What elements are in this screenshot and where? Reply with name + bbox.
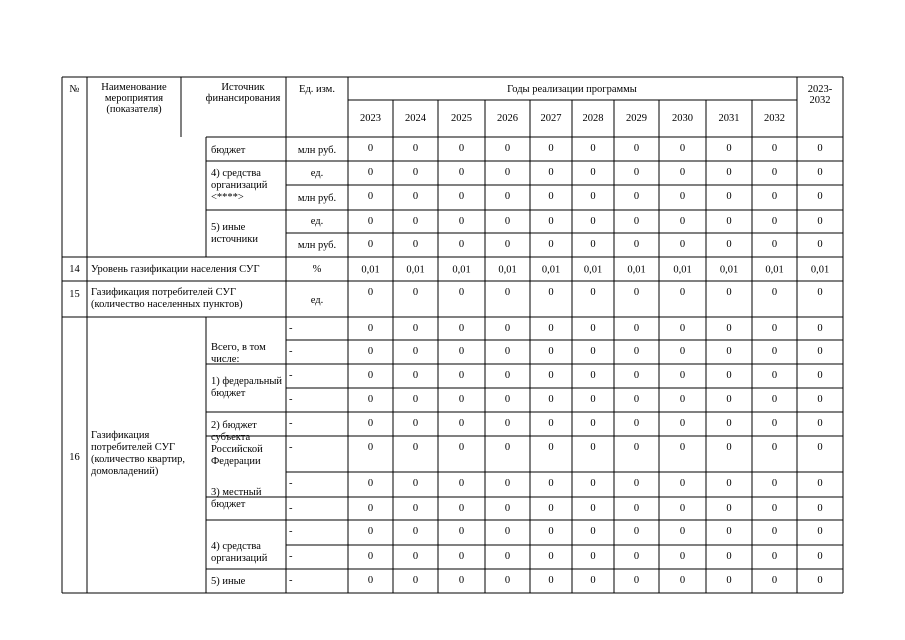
value-cell: 0 bbox=[817, 216, 823, 227]
value-cell: 0 bbox=[590, 575, 596, 586]
value-cell: 0 bbox=[458, 418, 465, 429]
value-cell: 0 bbox=[367, 526, 374, 537]
value-cell: 0 bbox=[458, 287, 465, 298]
value-cell: 0 bbox=[771, 216, 778, 227]
row-name: Уровень газификации населения СУГ bbox=[91, 264, 260, 275]
value-cell: 0 bbox=[367, 191, 374, 202]
header-total: 2032 bbox=[809, 95, 831, 106]
value-cell: 0 bbox=[548, 575, 554, 586]
value-cell: 0 bbox=[458, 575, 465, 586]
value-cell: 0 bbox=[726, 191, 732, 202]
value-cell: 0 bbox=[548, 216, 554, 227]
header-unit: Ед. изм. bbox=[299, 84, 335, 95]
value-cell: 0 bbox=[771, 394, 778, 405]
value-cell: 0 bbox=[726, 239, 732, 250]
row-name: Газификация потребителей СУГ bbox=[91, 287, 237, 298]
value-cell: 0 bbox=[726, 143, 732, 154]
unit-cell: ед. bbox=[310, 216, 324, 227]
value-cell: 0 bbox=[590, 346, 596, 357]
value-cell: 0 bbox=[771, 239, 778, 250]
value-cell: 0 bbox=[590, 143, 596, 154]
value-cell: 0 bbox=[679, 526, 686, 537]
header-name: мероприятия bbox=[104, 93, 164, 104]
value-cell: 0 bbox=[679, 143, 686, 154]
value-cell: 0 bbox=[726, 551, 732, 562]
header-years-title: Годы реализации программы bbox=[507, 84, 637, 95]
value-cell: 0,01 bbox=[361, 264, 380, 276]
header-name: Наименование bbox=[101, 82, 167, 93]
value-cell: 0 bbox=[458, 143, 465, 154]
value-cell: 0 bbox=[590, 503, 596, 514]
value-cell: 0 bbox=[367, 143, 374, 154]
value-cell: 0 bbox=[367, 287, 374, 298]
value-cell: 0 bbox=[412, 370, 419, 381]
value-cell: 0 bbox=[633, 346, 640, 357]
source-label: Федерации bbox=[211, 456, 261, 467]
header-year: 2032 bbox=[764, 113, 785, 124]
value-cell: 0 bbox=[633, 239, 640, 250]
value-cell: 0 bbox=[817, 370, 823, 381]
value-cell: 0 bbox=[504, 503, 511, 514]
row-name: (количество квартир, bbox=[91, 454, 186, 465]
value-cell: 0 bbox=[504, 143, 511, 154]
source-label: 3) местный bbox=[211, 487, 262, 498]
value-cell: 0 bbox=[548, 143, 554, 154]
value-cell: 0 bbox=[726, 418, 732, 429]
value-cell: 0 bbox=[817, 143, 823, 154]
value-cell: 0 bbox=[590, 418, 596, 429]
value-cell: 0 bbox=[771, 418, 778, 429]
header-name: (показателя) bbox=[106, 104, 162, 115]
value-cell: 0 bbox=[504, 191, 511, 202]
value-cell: 0 bbox=[817, 442, 823, 453]
unit-cell: млн руб. bbox=[297, 145, 337, 156]
value-cell: 0 bbox=[590, 526, 596, 537]
value-cell: 0 bbox=[679, 323, 686, 334]
value-cell: 0 bbox=[679, 346, 686, 357]
value-cell: 0,01 bbox=[765, 264, 784, 276]
value-cell: 0,01 bbox=[498, 264, 517, 276]
unit-cell: млн руб. bbox=[297, 240, 337, 251]
value-cell: 0 bbox=[504, 418, 511, 429]
value-cell: 0 bbox=[458, 239, 465, 250]
value-cell: 0 bbox=[412, 551, 419, 562]
value-cell: 0 bbox=[726, 323, 732, 334]
value-cell: 0 bbox=[679, 287, 686, 298]
unit-cell: - bbox=[289, 478, 293, 489]
value-cell: 0 bbox=[504, 575, 511, 586]
value-cell: 0 bbox=[458, 478, 465, 489]
header-num: № bbox=[69, 84, 80, 95]
value-cell: 0 bbox=[771, 478, 778, 489]
value-cell: 0 bbox=[633, 526, 640, 537]
value-cell: 0 bbox=[679, 216, 686, 227]
value-cell: 0 bbox=[548, 370, 554, 381]
unit-cell: ед. bbox=[310, 168, 324, 179]
value-cell: 0 bbox=[412, 323, 419, 334]
value-cell: 0 bbox=[504, 526, 511, 537]
value-cell: 0 bbox=[548, 191, 554, 202]
value-cell: 0 bbox=[458, 503, 465, 514]
header-source: финансирования bbox=[205, 93, 281, 104]
value-cell: 0 bbox=[548, 323, 554, 334]
unit-cell: млн руб. bbox=[297, 193, 337, 204]
value-cell: 0 bbox=[771, 503, 778, 514]
value-cell: 0 bbox=[504, 478, 511, 489]
row-name: (количество населенных пунктов) bbox=[91, 299, 243, 310]
value-cell: 0 bbox=[458, 191, 465, 202]
value-cell: 0 bbox=[548, 346, 554, 357]
source-label: источники bbox=[211, 234, 258, 245]
header-year: 2026 bbox=[497, 113, 518, 124]
value-cell: 0,01 bbox=[452, 264, 471, 276]
value-cell: 0 bbox=[679, 442, 686, 453]
value-cell: 0 bbox=[458, 394, 465, 405]
value-cell: 0,01 bbox=[406, 264, 425, 276]
value-cell: 0 bbox=[412, 418, 419, 429]
value-cell: 0 bbox=[412, 442, 419, 453]
value-cell: 0 bbox=[412, 239, 419, 250]
value-cell: 0 bbox=[817, 239, 823, 250]
value-cell: 0 bbox=[633, 216, 640, 227]
value-cell: 0 bbox=[412, 575, 419, 586]
value-cell: 0 bbox=[458, 551, 465, 562]
value-cell: 0 bbox=[367, 442, 374, 453]
value-cell: 0 bbox=[590, 551, 596, 562]
value-cell: 0 bbox=[504, 216, 511, 227]
value-cell: 0 bbox=[633, 442, 640, 453]
value-cell: 0 bbox=[633, 418, 640, 429]
value-cell: 0 bbox=[679, 575, 686, 586]
value-cell: 0 bbox=[590, 442, 596, 453]
unit-cell: - bbox=[289, 551, 293, 562]
value-cell: 0 bbox=[412, 346, 419, 357]
value-cell: 0 bbox=[367, 167, 374, 178]
value-cell: 0 bbox=[458, 526, 465, 537]
value-cell: 0 bbox=[726, 503, 732, 514]
source-label: числе: bbox=[211, 354, 240, 365]
header-year: 2031 bbox=[718, 113, 740, 124]
source-label: субъекта bbox=[211, 432, 251, 443]
value-cell: 0 bbox=[412, 526, 419, 537]
unit-cell: - bbox=[289, 394, 293, 405]
unit-cell: - bbox=[289, 418, 293, 429]
value-cell: 0 bbox=[726, 478, 732, 489]
value-cell: 0 bbox=[633, 370, 640, 381]
unit-cell: ед. bbox=[310, 295, 324, 306]
value-cell: 0 bbox=[771, 287, 778, 298]
value-cell: 0 bbox=[590, 478, 596, 489]
unit-cell: - bbox=[289, 503, 293, 514]
value-cell: 0 bbox=[679, 418, 686, 429]
value-cell: 0 bbox=[771, 526, 778, 537]
value-cell: 0 bbox=[458, 323, 465, 334]
value-cell: 0 bbox=[412, 503, 419, 514]
unit-cell: - bbox=[289, 346, 293, 357]
value-cell: 0 bbox=[367, 503, 374, 514]
value-cell: 0 bbox=[633, 478, 640, 489]
value-cell: 0 bbox=[817, 551, 823, 562]
row-num: 15 bbox=[69, 289, 80, 300]
value-cell: 0 bbox=[504, 323, 511, 334]
value-cell: 0 bbox=[367, 551, 374, 562]
value-cell: 0 bbox=[817, 167, 823, 178]
unit-cell: - bbox=[289, 575, 293, 586]
value-cell: 0 bbox=[726, 394, 732, 405]
value-cell: 0 bbox=[679, 478, 686, 489]
value-cell: 0 bbox=[548, 551, 554, 562]
value-cell: 0 bbox=[771, 370, 778, 381]
value-cell: 0 bbox=[458, 167, 465, 178]
value-cell: 0 bbox=[817, 503, 823, 514]
value-cell: 0 bbox=[367, 575, 374, 586]
row-name: потребителей СУГ bbox=[91, 442, 176, 453]
source-label: 1) федеральный bbox=[211, 376, 283, 387]
value-cell: 0 bbox=[817, 526, 823, 537]
value-cell: 0 bbox=[817, 287, 823, 298]
value-cell: 0 bbox=[726, 167, 732, 178]
value-cell: 0 bbox=[504, 167, 511, 178]
value-cell: 0 bbox=[367, 346, 374, 357]
value-cell: 0 bbox=[817, 191, 823, 202]
value-cell: 0 bbox=[726, 575, 732, 586]
value-cell: 0 bbox=[633, 143, 640, 154]
source-label: 4) средства bbox=[211, 168, 261, 179]
header-year: 2024 bbox=[405, 113, 426, 124]
source-label: бюджет bbox=[211, 145, 246, 156]
source-label: 5) иные bbox=[211, 576, 246, 587]
value-cell: 0 bbox=[633, 551, 640, 562]
value-cell: 0 bbox=[548, 287, 554, 298]
header-year: 2029 bbox=[626, 113, 647, 124]
source-label: Российской bbox=[211, 444, 263, 455]
value-cell: 0 bbox=[412, 287, 419, 298]
unit-cell: % bbox=[312, 264, 322, 275]
value-cell: 0 bbox=[633, 191, 640, 202]
value-cell: 0,01 bbox=[627, 264, 646, 276]
value-cell: 0 bbox=[548, 526, 554, 537]
unit-cell: - bbox=[289, 370, 293, 381]
source-label: Всего, в том bbox=[211, 342, 266, 353]
row-num: 14 bbox=[69, 264, 80, 275]
value-cell: 0 bbox=[412, 394, 419, 405]
value-cell: 0 bbox=[679, 370, 686, 381]
value-cell: 0 bbox=[726, 370, 732, 381]
value-cell: 0 bbox=[771, 442, 778, 453]
value-cell: 0 bbox=[548, 478, 554, 489]
value-cell: 0 bbox=[726, 216, 732, 227]
value-cell: 0 bbox=[817, 394, 823, 405]
unit-cell: - bbox=[289, 323, 293, 334]
value-cell: 0 bbox=[548, 503, 554, 514]
value-cell: 0 bbox=[548, 167, 554, 178]
table-text bbox=[69, 82, 833, 587]
value-cell: 0 bbox=[633, 394, 640, 405]
value-cell: 0 bbox=[590, 239, 596, 250]
value-cell: 0 bbox=[771, 143, 778, 154]
value-cell: 0 bbox=[367, 216, 374, 227]
value-cell: 0 bbox=[412, 478, 419, 489]
unit-cell: - bbox=[289, 526, 293, 537]
row-name: домовладений) bbox=[91, 466, 159, 477]
value-cell: 0 bbox=[590, 323, 596, 334]
value-cell: 0 bbox=[458, 216, 465, 227]
source-label: бюджет bbox=[211, 499, 246, 510]
value-cell: 0 bbox=[633, 287, 640, 298]
value-cell: 0 bbox=[367, 323, 374, 334]
source-label: организаций bbox=[211, 180, 268, 191]
value-cell: 0 bbox=[726, 526, 732, 537]
value-cell: 0 bbox=[548, 418, 554, 429]
header-year: 2027 bbox=[540, 113, 562, 124]
header-year: 2030 bbox=[672, 113, 693, 124]
value-cell: 0 bbox=[412, 216, 419, 227]
value-cell: 0,01 bbox=[583, 264, 603, 276]
header-total: 2023- bbox=[807, 84, 833, 95]
value-cell: 0 bbox=[771, 191, 778, 202]
value-cell: 0 bbox=[458, 370, 465, 381]
source-label: 2) бюджет bbox=[211, 420, 257, 431]
value-cell: 0 bbox=[817, 478, 823, 489]
value-cell: 0 bbox=[633, 323, 640, 334]
value-cell: 0 bbox=[771, 323, 778, 334]
value-cell: 0 bbox=[504, 394, 511, 405]
source-label: бюджет bbox=[211, 388, 246, 399]
value-cell: 0 bbox=[412, 143, 419, 154]
value-cell: 0 bbox=[771, 346, 778, 357]
value-cell: 0 bbox=[771, 575, 778, 586]
value-cell: 0 bbox=[771, 167, 778, 178]
value-cell: 0 bbox=[548, 442, 554, 453]
value-cell: 0 bbox=[504, 551, 511, 562]
value-cell: 0,01 bbox=[673, 264, 692, 276]
value-cell: 0 bbox=[504, 346, 511, 357]
table-grid bbox=[62, 77, 843, 593]
value-cell: 0 bbox=[633, 575, 640, 586]
value-cell: 0 bbox=[504, 239, 511, 250]
value-cell: 0 bbox=[590, 370, 596, 381]
value-cell: 0 bbox=[633, 503, 640, 514]
value-cell: 0 bbox=[817, 418, 823, 429]
value-cell: 0 bbox=[590, 394, 596, 405]
value-cell: 0 bbox=[590, 167, 596, 178]
value-cell: 0 bbox=[726, 346, 732, 357]
value-cell: 0 bbox=[367, 478, 374, 489]
value-cell: 0 bbox=[458, 346, 465, 357]
source-label: <****> bbox=[211, 192, 244, 203]
value-cell: 0 bbox=[817, 575, 823, 586]
source-label: 5) иные bbox=[211, 222, 246, 233]
value-cell: 0 bbox=[504, 370, 511, 381]
value-cell: 0 bbox=[367, 370, 374, 381]
value-cell: 0 bbox=[726, 287, 732, 298]
value-cell: 0 bbox=[817, 346, 823, 357]
value-cell: 0 bbox=[679, 551, 686, 562]
value-cell: 0,01 bbox=[719, 264, 739, 276]
value-cell: 0 bbox=[367, 239, 374, 250]
value-cell: 0 bbox=[679, 394, 686, 405]
value-cell: 0 bbox=[412, 191, 419, 202]
source-label: организаций bbox=[211, 553, 268, 564]
value-cell: 0 bbox=[590, 287, 596, 298]
value-cell: 0 bbox=[679, 167, 686, 178]
value-cell: 0,01 bbox=[810, 264, 830, 276]
row-num: 16 bbox=[69, 452, 80, 463]
header-year: 2023 bbox=[360, 113, 381, 124]
value-cell: 0 bbox=[412, 167, 419, 178]
value-cell: 0 bbox=[504, 442, 511, 453]
value-cell: 0 bbox=[679, 503, 686, 514]
value-cell: 0 bbox=[633, 167, 640, 178]
value-cell: 0 bbox=[367, 394, 374, 405]
value-cell: 0 bbox=[771, 551, 778, 562]
source-label: 4) средства bbox=[211, 541, 261, 552]
value-cell: 0 bbox=[548, 394, 554, 405]
unit-cell: - bbox=[289, 442, 293, 453]
header-year: 2025 bbox=[451, 113, 472, 124]
row-name: Газификация bbox=[91, 430, 150, 441]
header-source: Источник bbox=[221, 82, 265, 93]
value-cell: 0 bbox=[548, 239, 554, 250]
value-cell: 0 bbox=[817, 323, 823, 334]
value-cell: 0 bbox=[458, 442, 465, 453]
header-year: 2028 bbox=[582, 113, 604, 124]
value-cell: 0 bbox=[590, 191, 596, 202]
value-cell: 0 bbox=[726, 442, 732, 453]
value-cell: 0 bbox=[590, 216, 596, 227]
value-cell: 0 bbox=[679, 239, 686, 250]
value-cell: 0 bbox=[367, 418, 374, 429]
value-cell: 0 bbox=[504, 287, 511, 298]
value-cell: 0 bbox=[679, 191, 686, 202]
value-cell: 0,01 bbox=[541, 264, 561, 276]
